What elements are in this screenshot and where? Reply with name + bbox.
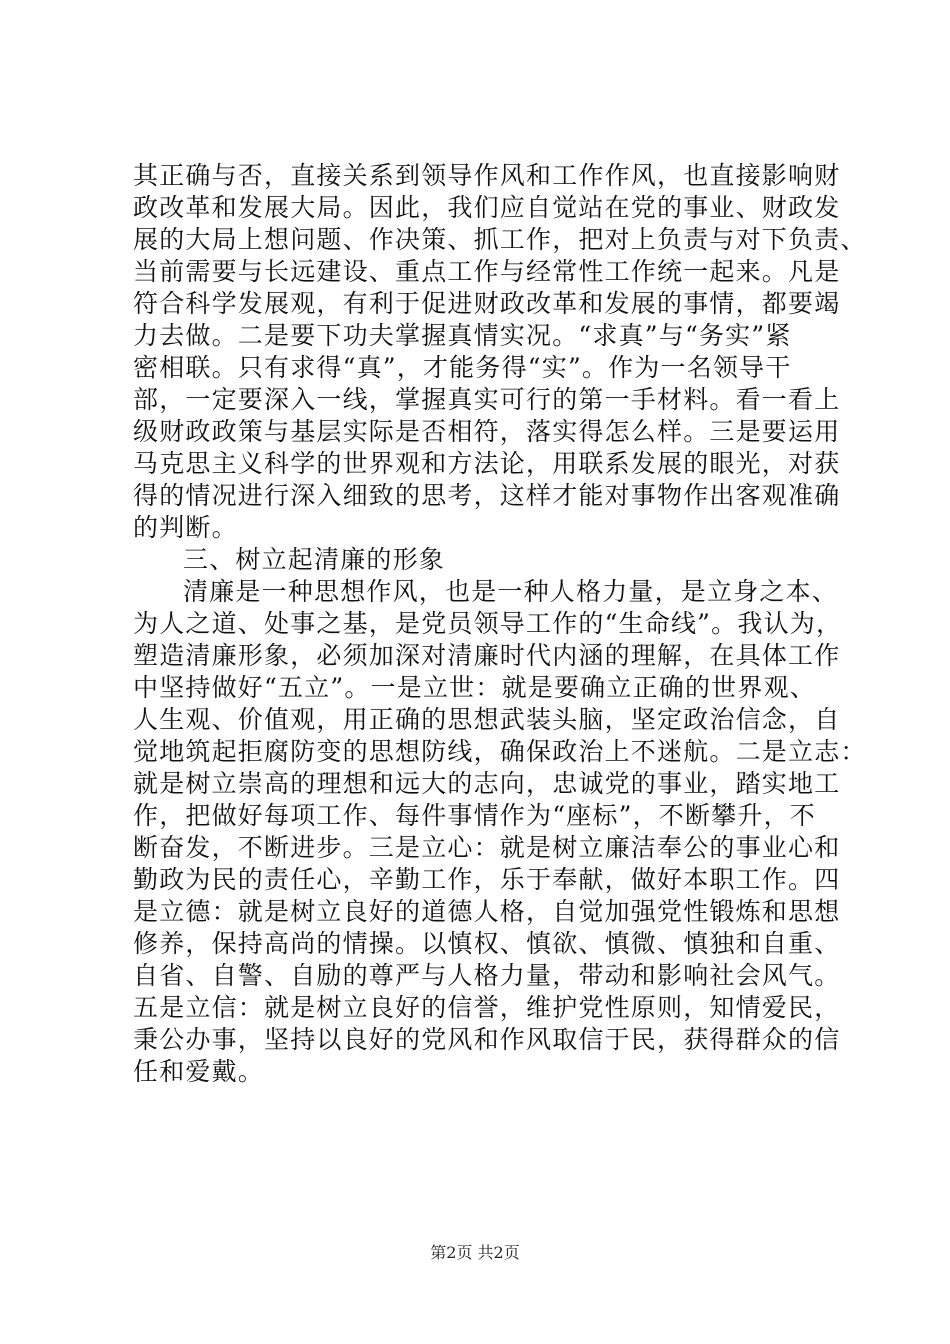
paragraph-line: 任和爱戴。 [133, 1057, 265, 1086]
paragraph-line: 作，把做好每项工作、每件事情作为“座标”，不断攀升，不 [133, 801, 816, 830]
paragraph-line: 当前需要与长远建设、重点工作与经常性工作统一起来。凡是 [133, 257, 841, 286]
paragraph-line: 清廉是一种思想作风，也是一种人格力量，是立身之本、 [183, 577, 839, 606]
paragraph-line: 为人之道、处事之基，是党员领导工作的“生命线”。我认为， [133, 609, 843, 638]
paragraph-line: 五是立信：就是树立良好的信誉，维护党性原则，知情爱民， [133, 993, 841, 1022]
paragraph-line: 人生观、价值观，用正确的思想武装头脑，坚定政治信念，自 [133, 705, 841, 734]
paragraph-line: 自省、自警、自励的尊严与人格力量，带动和影响社会风气。 [133, 961, 841, 990]
paragraph-line: 秉公办事，坚持以良好的党风和作风取信于民，获得群众的信 [133, 1025, 841, 1054]
section-heading: 三、树立起清廉的形象 [183, 545, 446, 574]
paragraph-line: 符合科学发展观，有利于促进财政改革和发展的事情，都要竭 [133, 289, 841, 318]
paragraph-line: 马克思主义科学的世界观和方法论，用联系发展的眼光，对获 [133, 449, 841, 478]
paragraph-line: 力去做。二是要下功夫掌握真情实况。“求真”与“务实”紧 [133, 321, 792, 350]
page-number-footer: 第2页 共2页 [430, 1243, 520, 1262]
paragraph-line: 中坚持做好“五立”。一是立世：就是要确立正确的世界观、 [133, 673, 816, 702]
paragraph-line: 级财政政策与基层实际是否相符，落实得怎么样。三是要运用 [133, 417, 841, 446]
paragraph-line: 塑造清廉形象，必须加深对清廉时代内涵的理解，在具体工作 [133, 641, 841, 670]
paragraph-line: 断奋发，不断进步。三是立心：就是树立廉洁奉公的事业心和 [133, 833, 841, 862]
paragraph-line: 展的大局上想问题、作决策、抓工作，把对上负责与对下负责、 [133, 225, 867, 254]
paragraph-line: 觉地筑起拒腐防变的思想防线，确保政治上不迷航。二是立志： [133, 737, 867, 766]
document-body [133, 160, 867, 1088]
paragraph-line: 就是树立崇高的理想和远大的志向，忠诚党的事业，踏实地工 [133, 769, 841, 798]
paragraph-line: 是立德：就是树立良好的道德人格，自觉加强党性锻炼和思想 [133, 897, 841, 926]
paragraph-line: 密相联。只有求得“真”，才能务得“实”。作为一名领导干 [133, 353, 792, 382]
paragraph-line: 的判断。 [133, 513, 238, 542]
paragraph-line: 部，一定要深入一线，掌握真实可行的第一手材料。看一看上 [133, 385, 841, 414]
paragraph-line: 其正确与否，直接关系到领导作风和工作作风，也直接影响财 [133, 161, 841, 190]
paragraph-line: 修养，保持高尚的情操。以慎权、慎欲、慎微、慎独和自重、 [133, 929, 841, 958]
paragraph-line: 政改革和发展大局。因此，我们应自觉站在党的事业、财政发 [133, 193, 841, 222]
paragraph-line: 勤政为民的责任心，辛勤工作，乐于奉献，做好本职工作。四 [133, 865, 841, 894]
paragraph-line: 得的情况进行深入细致的思考，这样才能对事物作出客观准确 [133, 481, 841, 510]
